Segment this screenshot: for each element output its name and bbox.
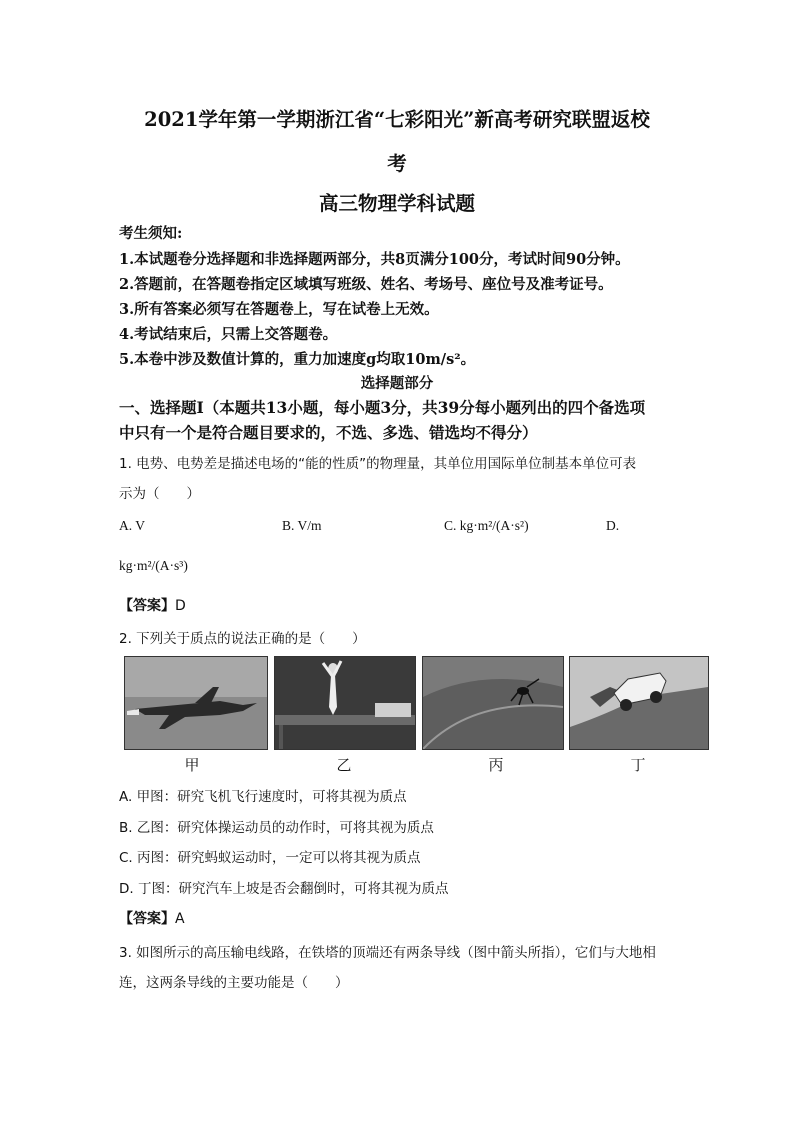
part-heading-line1: 一、选择题Ⅰ（本题共13小题，每小题3分，共39分每小题列出的四个备选项 xyxy=(119,398,646,417)
q1-stem-line2: 示为（ ） xyxy=(119,486,200,502)
part-heading-line2: 中只有一个是符合题目要求的，不选、多选、错选均不得分） xyxy=(119,423,538,442)
q2-stem: 2. 下列关于质点的说法正确的是（ ） xyxy=(119,631,366,647)
q1-stem-line1: 1. 电势、电势差是描述电场的“能的性质”的物理量，其单位用国际单位制基本单位可表 xyxy=(119,456,637,472)
section-title: 选择题部分 xyxy=(360,375,434,392)
notice-heading: 考生须知: xyxy=(119,225,183,242)
notice-item-5: 5.本卷中涉及数值计算的，重力加速度g均取10m/s²。 xyxy=(119,351,476,368)
q1-option-c: C. kg·m²/(A·s²) xyxy=(444,518,529,533)
exam-title-line2: 考 xyxy=(387,152,407,175)
q1-option-d-label: D. xyxy=(606,518,620,533)
q2-option-b: B. 乙图：研究体操运动员的动作时，可将其视为质点 xyxy=(119,820,434,836)
caption-ding: 丁 xyxy=(630,756,646,774)
q1-option-a: A. V xyxy=(119,518,146,533)
q1-answer-value: D xyxy=(175,598,186,614)
caption-bing: 丙 xyxy=(488,756,504,774)
q1-answer-label: 【答案】 xyxy=(119,598,175,614)
exam-subtitle: 高三物理学科试题 xyxy=(318,192,475,215)
photo-gymnast xyxy=(274,656,416,750)
q3-stem-line1: 3. 如图所示的高压输电线路，在铁塔的顶端还有两条导线（图中箭头所指），它们与大地相 xyxy=(119,945,656,961)
notice-item-4: 4.考试结束后，只需上交答题卷。 xyxy=(119,326,338,343)
caption-yi: 乙 xyxy=(336,756,352,774)
photo-jet xyxy=(124,656,268,750)
q2-answer-value: A xyxy=(175,911,185,927)
notice-item-2: 2.答题前，在答题卷指定区域填写班级、姓名、考场号、座位号及准考证号。 xyxy=(119,276,613,293)
q2-option-c: C. 丙图：研究蚂蚁运动时，一定可以将其视为质点 xyxy=(119,850,421,866)
caption-jia: 甲 xyxy=(184,756,200,774)
notice-item-3: 3.所有答案必须写在答题卷上，写在试卷上无效。 xyxy=(119,301,439,318)
q2-answer xyxy=(119,908,185,928)
photo-ant xyxy=(422,656,564,750)
exam-title-line1: 2021学年第一学期浙江省“七彩阳光”新高考研究联盟返校 xyxy=(144,108,650,131)
photo-suv xyxy=(569,656,709,750)
q2-option-d: D. 丁图：研究汽车上坡是否会翻倒时，可将其视为质点 xyxy=(119,881,449,897)
q2-option-a: A. 甲图：研究飞机飞行速度时，可将其视为质点 xyxy=(119,789,407,805)
q1-option-b: B. V/m xyxy=(282,518,322,533)
q1-answer xyxy=(119,595,186,615)
notice-item-1: 1.本试题卷分选择题和非选择题两部分，共8页满分100分，考试时间90分钟。 xyxy=(119,251,630,268)
q2-answer-label: 【答案】 xyxy=(119,911,175,927)
q3-stem-line2: 连，这两条导线的主要功能是（ ） xyxy=(119,975,349,991)
q1-option-d: kg·m²/(A·s³) xyxy=(119,558,188,573)
